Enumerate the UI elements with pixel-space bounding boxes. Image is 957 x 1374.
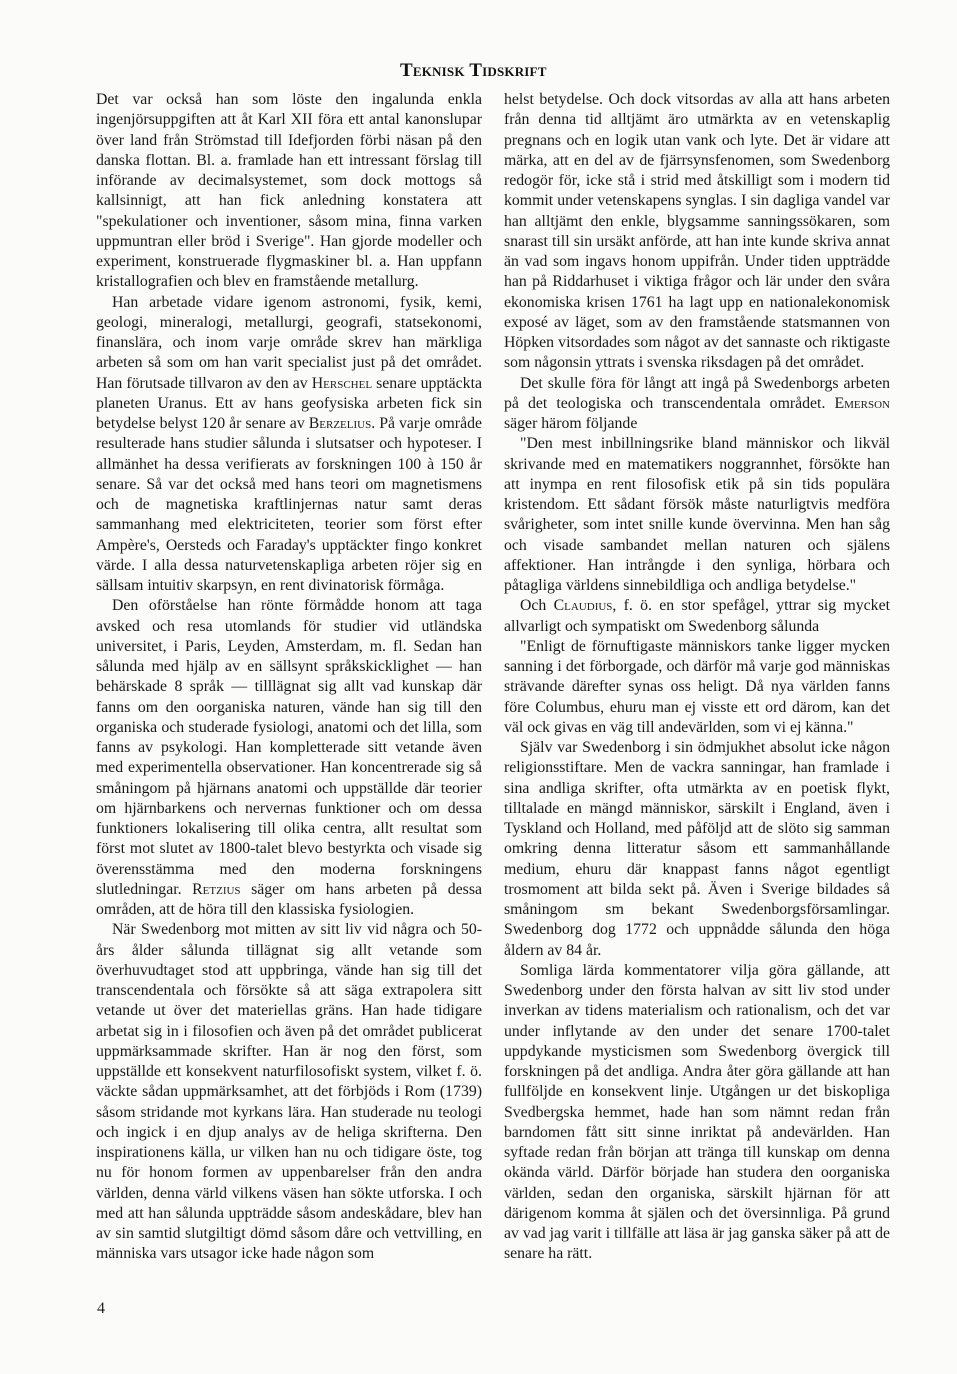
paragraph: Det skulle föra för långt att ingå på Swedenborgs arbeten på det teologiska och transcendentala området. Emerson säger härom följande — [504, 374, 890, 432]
paragraph: Det var också han som löste den ingalunda enkla ingenjörsuppgiften att åt Karl XII föra ett antal kanonslupar över land från Strömstad till Idefjorden förbi näsan på den danska flottan. Bl. a. framlade han ett intressant förslag till införande av decimalsystemet, som dock mottogs så kallsinnigt, att han fick anledning konstatera att "spekulationer och inventioner, såsom mina, finna varken uppmuntran eller bröd i Sverige". Han gjorde modeller och experiment, konstruerade flygmaskiner bl. a. Han uppfann kristallografien och blev en framstående metallurg. — [96, 91, 482, 291]
name-emerson: Emerson — [834, 394, 890, 412]
quote: "Enligt de förnuftigaste människors tanke ligger mycken sanning i det förborgade, och därför må varje god människas strävande därefter synas oss heligt. Då nya världen fanns före Columbus, ehuru man ej visste ett ord därom, kan det väl ock givas en väg till andevärlden, som vi ej känna." — [504, 637, 890, 736]
journal-title: Teknisk Tidskrift — [400, 60, 547, 81]
paragraph: helst betydelse. Och dock vitsordas av alla att hans arbeten från denna tid alltjämt äro utmärkta av en vetenskaplig pregnans och en logik utan vank och lyte. Det är vidare att märka, att en del av de fjärrsynsfenomen, som Swedenborg redogör för, icke stå i strid med åtskilligt som i modern tid kommit under vetenskapens synglas. I sin dagliga vandel var han alltjämt den enkle, blygsamme sanningssökaren, som snarast till sin ursäkt anförde, att han inte kunde skriva annat än vad som ingavs honom uppifrån. Under tiden uppträdde han på Riddarhuset i viktiga frågor och lär under den svåra ekonomiska krisen 1761 ha lagt upp en nationalekonomisk exposé av läget, som av den framstående statsmannen von Höpken vitsordades som något av det sannaste och riktigaste som någonsin yttrats i svenska riksdagen på det området. — [504, 91, 890, 372]
left-column — [96, 90, 482, 1300]
page-number: 4 — [97, 1300, 105, 1317]
name-claudius: Claudius — [553, 597, 613, 615]
name-herschel: Herschel — [311, 374, 373, 392]
right-column — [504, 90, 890, 1280]
paragraph: Och Claudius, f. ö. en stor spefågel, yttrar sig mycket allvarligt och sympatiskt om Swedenborg sålunda — [504, 597, 890, 635]
quote: "Den mest inbillningsrike bland människor och likväl skrivande med en matematikers noggrannhet, försökte han att inympa en rent filosofisk etik på sin tids populära kristendom. Ett sådant försök måste naturligtvis medföra svårigheter, som intet snille kunde övervinna. Men han såg och visade sambandet mellan naturen och själens affektioner. Han intrångde i den synliga, hörbara och påtagliga världens sinnebildliga och andliga betydelse." — [504, 435, 890, 594]
paragraph: Somliga lärda kommentatorer vilja göra gällande, att Swedenborg under den första halvan av sitt liv stod under inverkan av tidens materialism och rationalism, och det var under inflytande av den under det senare 1700-talet uppdykande mysticismen som Swedenborg övergick till forskningen på det andliga. Andra åter göra gällande att han fullföljde en konsekvent linje. Utgången ur det biskopliga Svedbergska hemmet, hade han som nämnt redan från barndomen fått sitt sinne inriktat på andevärlden. Han syftade redan från början att tränga till kunskap om denna okända värld. Därför började han studera den oorganiska världen, sedan den organiska, särskilt hjärnan för att därigenom komma åt själen och det översinnliga. På grund av vad jag varit i tillfälle att läsa är jag ganska säker på att de senare ha rätt. — [504, 961, 890, 1263]
paragraph: Han arbetade vidare igenom astronomi, fysik, kemi, geologi, mineralogi, metallurgi, geografi, statsekonomi, finanslära, och inom varje område skrev han märkliga arbeten så som om han varit specialist just på det området. Han förutsade tillvaron av den av Herschel senare upptäckta planeten Uranus. Ett av hans geofysiska arbeten fick sin betydelse belyst 120 år senare av Berzelius. På varje område resulterade hans studier sålunda i slutsatser och hypoteser. I allmänhet ha dessa verifierats av forskningen 100 à 150 år senare. Så var det också med hans teori om magnetismens och de magnetiska kraftlinjernas natur samt deras sammanhang med elektriciteten, teorier som först efter Ampère's, Oersteds och Faraday's upptäckter fingo konkret värde. I alla dessa naturvetenskapliga arbeten röjer sig en sällsam intuitiv skarpsyn, en rent divinatorisk förmåga. — [96, 293, 482, 594]
name-berzelius: Berzelius — [308, 415, 372, 432]
name-retzius: Retzius — [192, 880, 241, 898]
paragraph: Den oförståelse han rönte förmådde honom att taga avsked och resa utomlands för studier vid utländska universitet, i Paris, Leyden, Amsterdam, m. fl. Sedan han sålunda med hjälp av en sällsynt språkskicklighet — han behärskade 8 språk — tilllägnat sig allt vad kunskap där fanns om den oorganiska naturen, vände han sig till den organiska och studerade fysiologi, anatomi och det lilla, som fanns av psykologi. Han kompletterade sitt vetande även med experimentella observationer. Han koncentrerade sig så småningom på hjärnans anatomi och uppställde där teorier om hjärnbarkens och nervernas funktioner och om dessa funktioners lokalisering till olika centra, allt resultat som först mot slutet av 1800-talet blevo bestyrkta och visade sig överensstämma med den moderna forskningens slutledningar. Retzius säger om hans arbeten på dessa områden, att de höra till den klassiska fysiologien. — [96, 597, 482, 918]
journal-header — [400, 60, 600, 82]
paragraph: När Swedenborg mot mitten av sitt liv vid några och 50-års ålder sålunda tillägnat sig allt vetande som överhuvudtaget stod att uppbringa, vände han sig till det transcendentala och försökte så att säga extrapolera sitt vetande ut över det materiellas gräns. Han hade tidigare arbetat sig in i filosofien och även på det området publicerat uppmärksammade skrifter. Han är nog den först, som uppställde ett konsekvent naturfilosofiskt system, vilket f. ö. väckte sådan uppmärksamhet, att det förbjöds i Rom (1739) såsom stridande mot kyrkans lära. Han studerade nu teologi och ingick i en djup analys av de heliga skrifterna. Den inspirationens källa, ur vilken han nu och tidigare öste, tog nu för honom formen av uppenbarelser från den andra världen, denna värld vilkens väsen han sökte utforska. I och med att han sålunda uppträdde såsom andeskådare, blev han av sin samtid slutgiltigt dömd såsom dåre och vettvilling, en människa vars utsagor icke hade någon som — [96, 921, 482, 1263]
paragraph: Själv var Swedenborg i sin ödmjukhet absolut icke någon religionsstiftare. Men de vackra sanningar, han framlade i sina andliga skrifter, ofta utmärkta av en poetisk flykt, tilltalade en mängd människor, särskilt i England, även i Tyskland och Holland, med påföljd att de slöto sig samman omkring denna litteratur såsom ett sammanhållande medium, ehuru där knappast fanns något egentligt trosmoment att bilda sekt på. Även i Sverige bildades så småningom sm bekant Swedenborgsförsamlingar. Swedenborg dog 1772 och uppnådde sålunda den höga åldern av 84 år. — [504, 739, 890, 959]
